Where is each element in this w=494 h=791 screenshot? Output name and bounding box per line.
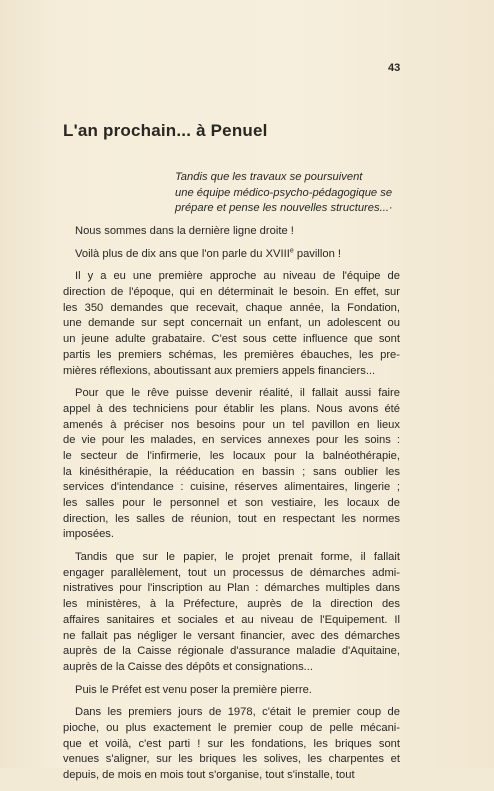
paragraph — [63, 224, 400, 240]
epigraph-line: une équipe médico-psycho-pédagogique se — [175, 186, 393, 199]
text-line: les salles pour le personnel et son vestiaire, les locaux de — [63, 497, 400, 509]
text-line: depuis, de mois en mois tout s'organise, tout s'installe, tout — [63, 769, 355, 781]
text-line: services d'intendance : cuisine, réserves alimentaires, lingerie ; — [63, 481, 400, 494]
paragraph — [63, 550, 400, 676]
text-line: Voilà plus de dix ans que l'on parle du XVIIIe pavillon ! — [75, 246, 342, 260]
text-line: venues s'aligner, sur les briques les solives, les charpentes et — [63, 753, 400, 766]
text-line: Tandis que sur le papier, le projet prenait forme, il fallait — [75, 551, 400, 564]
epigraph-line: Tandis que les travaux se poursuivent — [175, 171, 363, 183]
text-line: partis les premiers schémas, les premières ébauches, les pre- — [63, 348, 400, 361]
text-line: direction, les salles de réunion, tout en respectant les normes — [63, 512, 400, 525]
epigraph — [175, 170, 407, 217]
paragraph — [63, 683, 400, 699]
text-line: engager parallèlement, tout un processus de démarches admi- — [63, 566, 400, 579]
text-line: Puis le Préfet est venu poser la première pierre. — [75, 683, 312, 696]
paragraph — [63, 386, 400, 543]
text-line: mières réflexions, aboutissant aux premiers appels financiers... — [63, 364, 376, 377]
text-line: le secteur de l'infirmerie, les locaux pour la balnéothérapie, — [63, 449, 400, 462]
page-number: 43 — [388, 62, 401, 74]
text-line: affaires sanitaires et sociales et au niveau de l'Equipement. Il — [63, 613, 400, 626]
text-line: Nous sommes dans la dernière ligne droite ! — [75, 225, 294, 237]
text-line: une demande sur sept concernait un enfant, un adolescent ou — [63, 317, 400, 330]
text-line: nistratives pour l'inscription au Plan : démarches multiples dans — [63, 582, 400, 595]
text-line: que et voilà, c'est parti ! sur les fondations, les briques sont — [63, 737, 400, 750]
text-line: les 350 demandes que recevait, chaque année, la Fondation, — [63, 301, 400, 314]
text-line: les ministères, à la Préfecture, auprès de la direction des — [63, 598, 400, 611]
text-line: Pour que le rêve puisse devenir réalité, il fallait aussi faire — [75, 387, 400, 400]
text-line: de vie pour les malades, en services annexes pour les soins : — [63, 434, 400, 447]
text-line: auprès de la Caisse régionale d'assurance maladie d'Aquitaine, — [63, 645, 400, 658]
text-line: Il y a eu une première approche au niveau de l'équipe de — [75, 270, 400, 283]
text-line: la kinésithérapie, la rééducation en bassin ; sans oublier les — [63, 465, 400, 478]
text-line: ne fallait pas négliger le versant financier, avec des démarches — [63, 629, 400, 642]
text-line: auprès de la Caisse des dépôts et consignations... — [63, 660, 314, 673]
paragraph — [63, 705, 400, 783]
text-line: pioche, ou plus exactement le premier coup de pelle mécani- — [63, 721, 400, 734]
text-line: un jeune adulte grabataire. C'est sous cette influence que sont — [63, 333, 400, 346]
paragraph — [63, 269, 400, 379]
text-line: imposées. — [63, 528, 114, 541]
paragraph — [63, 247, 400, 263]
text-line: direction de l'époque, qui en déterminait le besoin. En effet, sur — [63, 286, 400, 299]
body-text — [63, 224, 400, 791]
page-title: L'an prochain... à Penuel — [63, 121, 268, 140]
epigraph-line: prépare et pense les nouvelles structures...· — [175, 202, 393, 214]
text-line: amenés à préciser nos besoins pour un tel pavillon en lieux — [63, 418, 400, 431]
text-line: appel à des techniciens pour établir les plans. Nous avons été — [63, 402, 400, 415]
text-line: Dans les premiers jours de 1978, c'était le premier coup de — [75, 706, 400, 719]
